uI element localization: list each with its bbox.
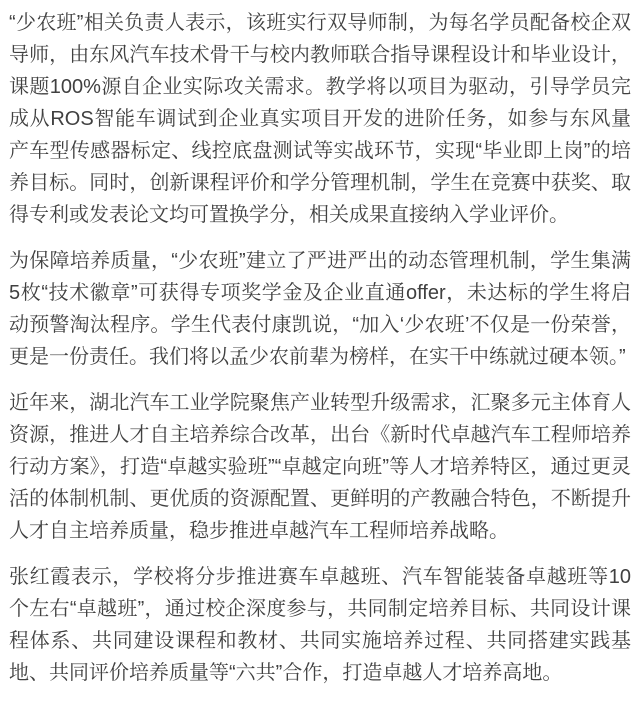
article-paragraph-2: 为保障培养质量，“少农班”建立了严进严出的动态管理机制，学生集满5枚“技术徽章”可获得专项奖学金及企业直通offer，未达标的学生将启动预警淘汰程序。学生代表付康凯说，“加入‘少农班’不仅是一份荣誉，更是一份责任。我们将以孟少农前辈为榜样，在实干中练就过硬本领。” <box>9 250 631 368</box>
article-paragraph-4: 张红霞表示，学校将分步推进赛车卓越班、汽车智能装备卓越班等10个左右“卓越班”，通过校企深度参与，共同制定培养目标、共同设计课程体系、共同建设课程和教材、共同实施培养过程、共同搭建实践基地、共同评价培养质量等“六共”合作，打造卓越人才培养高地。 <box>9 566 631 684</box>
article-paragraph-3: 近年来，湖北汽车工业学院聚焦产业转型升级需求，汇聚多元主体育人资源，推进人才自主培养综合改革，出台《新时代卓越汽车工程师培养行动方案》，打造“卓越实验班”“卓越定向班”等人才培养特区，通过更灵活的体制机制、更优质的资源配置、更鲜明的产教融合特色，不断提升人才自主培养质量，稳步推进卓越汽车工程师培养战略。 <box>9 392 631 542</box>
article-paragraph-1: “少农班”相关负责人表示，该班实行双导师制，为每名学员配备校企双导师，由东风汽车技术骨干与校内教师联合指导课程设计和毕业设计，课题100%源自企业实际攻关需求。教学将以项目为驱动，引导学员完成从ROS智能车调试到企业真实项目开发的进阶任务，如参与东风量产车型传感器标定、线控底盘测试等实战环节，实现“毕业即上岗”的培养目标。同时，创新课程评价和学分管理机制，学生在竞赛中获奖、取得专利或发表论文均可置换学分，相关成果直接纳入学业评价。 <box>9 12 631 226</box>
